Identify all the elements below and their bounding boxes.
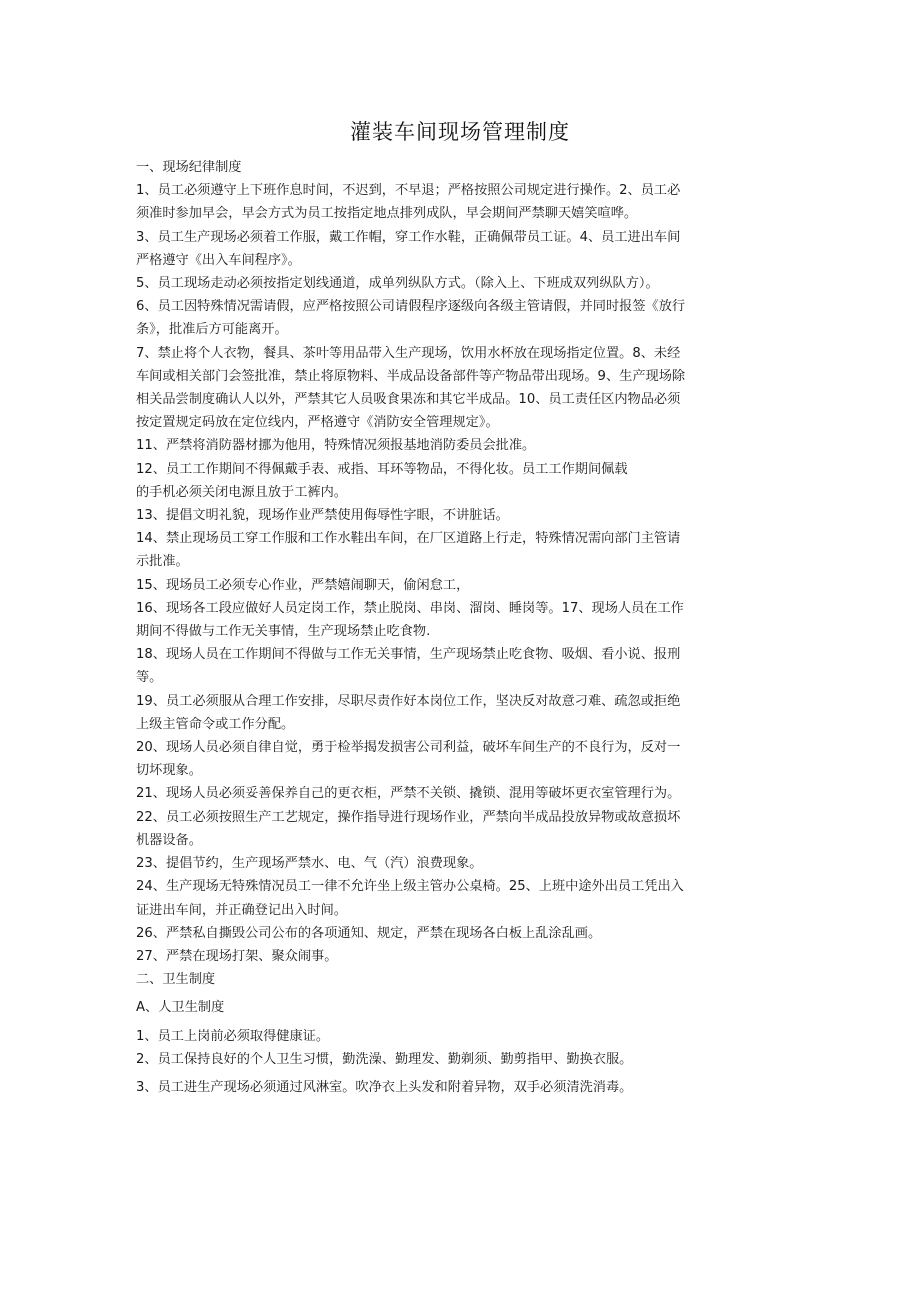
text-line: 5、员工现场走动必须按指定划线通道，成单列纵队方式。（除入上、下班成双列纵队方）。 bbox=[136, 276, 659, 292]
text-line: 证进出车间，并正确登记出入时间。 bbox=[136, 902, 347, 918]
text-line: 1、员工上岗前必须取得健康证。 bbox=[136, 1028, 330, 1044]
text-line: 7、禁止将个人衣物，餐具、茶叶等用品带入生产现场，饮用水杯放在现场指定位置。8、未经 bbox=[136, 345, 681, 361]
text-line: 的手机必须关闭电源且放于工裤内。 bbox=[136, 484, 347, 500]
text-line: 相关品尝制度确认人以外，严禁其它人员吸食果冻和其它半成品。10、员工责任区内物品必须 bbox=[136, 392, 681, 408]
text-line: 20、现场人员必须自律自觉，勇于检举揭发损害公司利益，破坏车间生产的不良行为，反对一 bbox=[136, 740, 681, 756]
text-line: 切坏现象。 bbox=[136, 763, 202, 779]
text-line: 条》，批准后方可能离开。 bbox=[136, 322, 288, 338]
text-line: 须准时参加早会，早会方式为员工按指定地点排列成队，早会期间严禁聊天嬉笑喧哗。 bbox=[136, 206, 638, 222]
text-line: 6、员工因特殊情况需请假，应严格按照公司请假程序逐级向各级主管请假，并同时报签《放行 bbox=[136, 299, 686, 315]
text-line: 1、员工必须遵守上下班作息时间，不迟到，不早退；严格按照公司规定进行操作。2、员工必 bbox=[136, 183, 681, 199]
text-line: 16、现场各工段应做好人员定岗工作，禁止脱岗、串岗、溜岗、睡岗等。17、现场人员在工作 bbox=[136, 600, 684, 616]
text-line: 23、提倡节约，生产现场严禁水、电、气（汽）浪费现象。 bbox=[136, 856, 483, 872]
subsection-heading: A、人卫生制度 bbox=[136, 1000, 225, 1016]
text-line: 按定置规定码放在定位线内，严格遵守《消防安全管理规定》。 bbox=[136, 415, 499, 431]
text-line: 车间或相关部门会签批准，禁止将原物料、半成品设备部件等产物品带出现场。9、生产现场除 bbox=[136, 368, 686, 384]
text-line: 26、严禁私自撕毁公司公布的各项通知、规定，严禁在现场各白板上乱涂乱画。 bbox=[136, 925, 602, 941]
text-line: 严格遵守《出入车间程序》。 bbox=[136, 252, 301, 268]
text-line: 期间不得做与工作无关事情，生产现场禁止吃食物. bbox=[136, 624, 431, 640]
text-line: 15、现场员工必须专心作业，严禁嬉闹聊天，偷闲怠工， bbox=[136, 577, 470, 593]
text-line: 22、员工必须按照生产工艺规定，操作指导进行现场作业，严禁向半成品投放异物或故意损坏 bbox=[136, 809, 681, 825]
document-title: 灌装车间现场管理制度 bbox=[350, 120, 570, 144]
text-line: 24、生产现场无特殊情况员工一律不允许坐上级主管办公桌椅。25、上班中途外出员工凭出入 bbox=[136, 879, 684, 895]
text-line: 示批准。 bbox=[136, 554, 189, 570]
section-heading: 二、卫生制度 bbox=[136, 972, 216, 988]
text-line: 18、现场人员在工作期间不得做与工作无关事情，生产现场禁止吃食物、吸烟、看小说、报刑 bbox=[136, 647, 681, 663]
text-line: 14、禁止现场员工穿工作服和工作水鞋出车间，在厂区道路上行走，特殊情况需向部门主管请 bbox=[136, 531, 681, 547]
text-line: 21、现场人员必须妥善保养自己的更衣柜，严禁不关锁、撬锁、混用等破坏更衣室管理行为。 bbox=[136, 786, 681, 802]
text-line: 11、严禁将消防器材挪为他用，特殊情况须报基地消防委员会批准。 bbox=[136, 438, 536, 454]
document-body bbox=[136, 156, 784, 1099]
text-line: 等。 bbox=[136, 670, 163, 686]
text-line: 27、严禁在现场打架、聚众闹事。 bbox=[136, 948, 338, 964]
text-line: 上级主管命令或工作分配。 bbox=[136, 716, 295, 732]
text-line: 机器设备。 bbox=[136, 832, 202, 848]
text-line: 3、员工生产现场必须着工作服，戴工作帽，穿工作水鞋，正确佩带员工证。4、员工进出车间 bbox=[136, 229, 681, 245]
text-line: 2、员工保持良好的个人卫生习惯，勤洗澡、勤理发、勤剃须、勤剪指甲、勤换衣服。 bbox=[136, 1051, 633, 1067]
text-line: 12、员工工作期间不得佩戴手表、戒指、耳环等物品，不得化妆。员工工作期间佩载 bbox=[136, 461, 628, 477]
text-line: 19、员工必须服从合理工作安排，尽职尽责作好本岗位工作，坚决反对故意刁难、疏忽或拒绝 bbox=[136, 693, 681, 709]
text-line: 3、员工进生产现场必须通过风淋室。吹净衣上头发和附着异物，双手必须清洗消毒。 bbox=[136, 1079, 633, 1095]
section-heading: 一、现场纪律制度 bbox=[136, 160, 242, 175]
text-line: 13、提倡文明礼貌，现场作业严禁使用侮辱性字眼，不讲脏话。 bbox=[136, 508, 509, 524]
